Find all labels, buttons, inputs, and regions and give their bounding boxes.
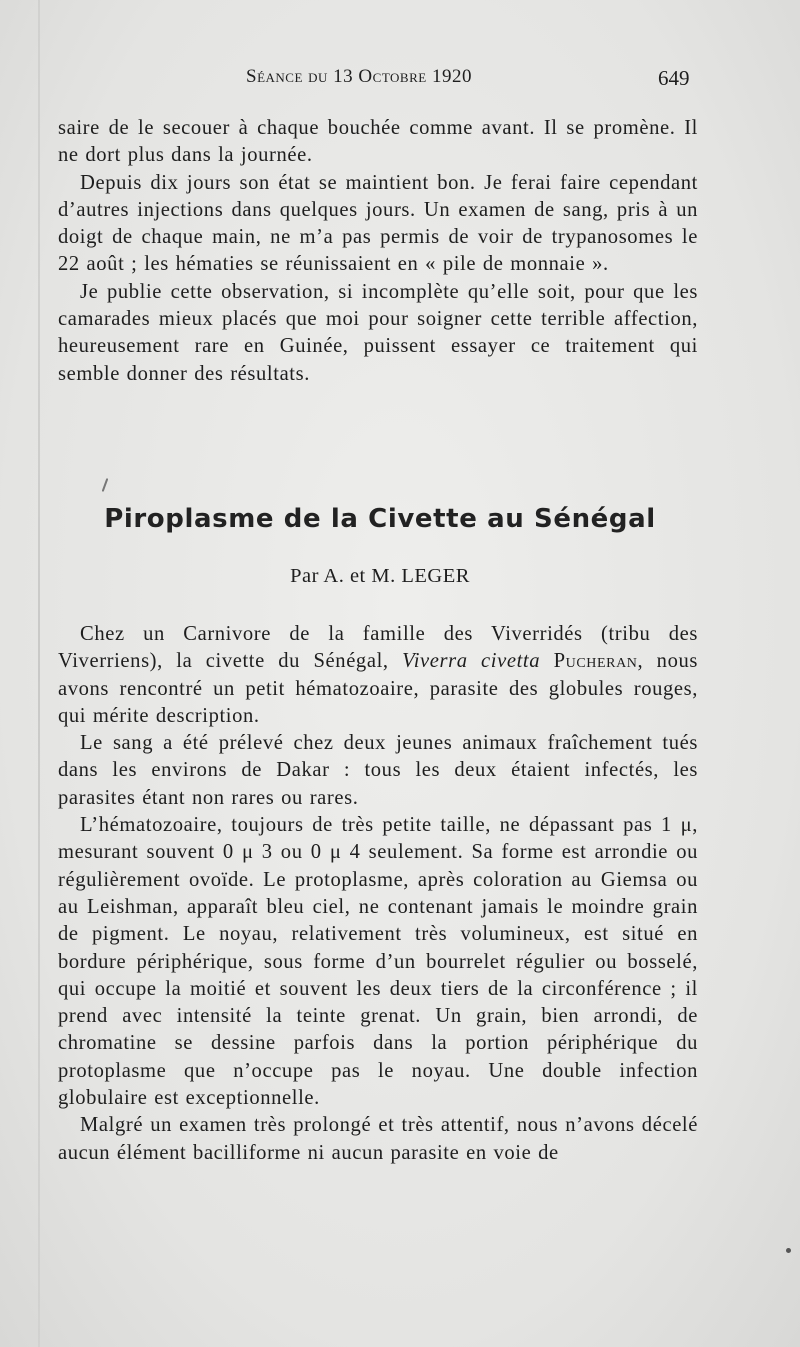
paragraph: Je publie cette observation, si incomplète qu’elle soit, pour que les camarades mieux placés que moi pour soigner cette terrible affection, heureusement rare en Guinée, puissent essayer ce traitement qui semble donner des résultats. [58,280,698,385]
running-head: Séance du 13 Octobre 1920 [246,66,472,87]
article-title: Piroplasme de la Civette au Sénégal [104,504,656,534]
page-number: 649 [658,66,690,90]
paragraph [58,621,698,730]
paragraph: Malgré un examen très prolongé et très attentif, nous n’avons décelé aucun élément bacilliforme ni aucun parasite en voie de [58,1114,698,1164]
previous-article-ending [58,115,698,388]
paragraph-text: , nous avons rencontré un petit hématozoaire, parasite des globules rouges, qui mérite description. [58,650,698,727]
paragraph: Depuis dix jours son état se maintient bon. Je ferai faire cependant d’autres injections dans quelques jours. Un examen de sang, pris à un doigt de chaque main, ne m’a pas permis de voir de trypanosomes le 22 août ; les hématies se réunissaient en « pile de monnaie ». [58,171,698,276]
paper-speck [102,478,109,492]
article-body [58,621,698,1167]
paragraph: saire de le secouer à chaque bouchée comme avant. Il se promène. Il ne dort plus dans la journée. [58,117,698,167]
author-name: Pucheran [553,650,638,673]
paragraph: Le sang a été prélevé chez deux jeunes animaux fraîchement tués dans les environs de Dakar : tous les deux étaient infectés, les parasites étant non rares ou rares. [58,732,698,809]
paper-speck [786,1248,791,1253]
article-authors: Par A. et M. LEGER [290,565,470,587]
paragraph: L’hématozoaire, toujours de très petite taille, ne dépassant pas 1 μ, mesurant souvent 0 μ 3 ou 0 μ 4 seulement. Sa forme est arrondie ou régulièrement ovoïde. Le protoplasme, après coloration au Giemsa ou au Leishman, apparaît bleu ciel, ne contenant jamais le moindre grain de pigment. Le noyau, relativement très volumineux, est situé en bordure périphérique, sous forme d’un bourrelet régulier ou bosselé, qui occupe la moitié et souvent les deux tiers de la circonférence ; il prend avec intensité la teinte grenat. Un grain, bien arrondi, de chromatine se dessine parfois dans la portion périphérique du protoplasme que n’occupe pas le noyau. Une double infection globulaire est exceptionnelle. [58,814,698,1110]
page-header [0,66,800,96]
species-name: Viverra civetta [402,650,541,673]
paragraph-text: Chez un Carnivore de la famille des Viverridés (tribu des Viverriens), la civette du Sénégal, [58,623,698,673]
